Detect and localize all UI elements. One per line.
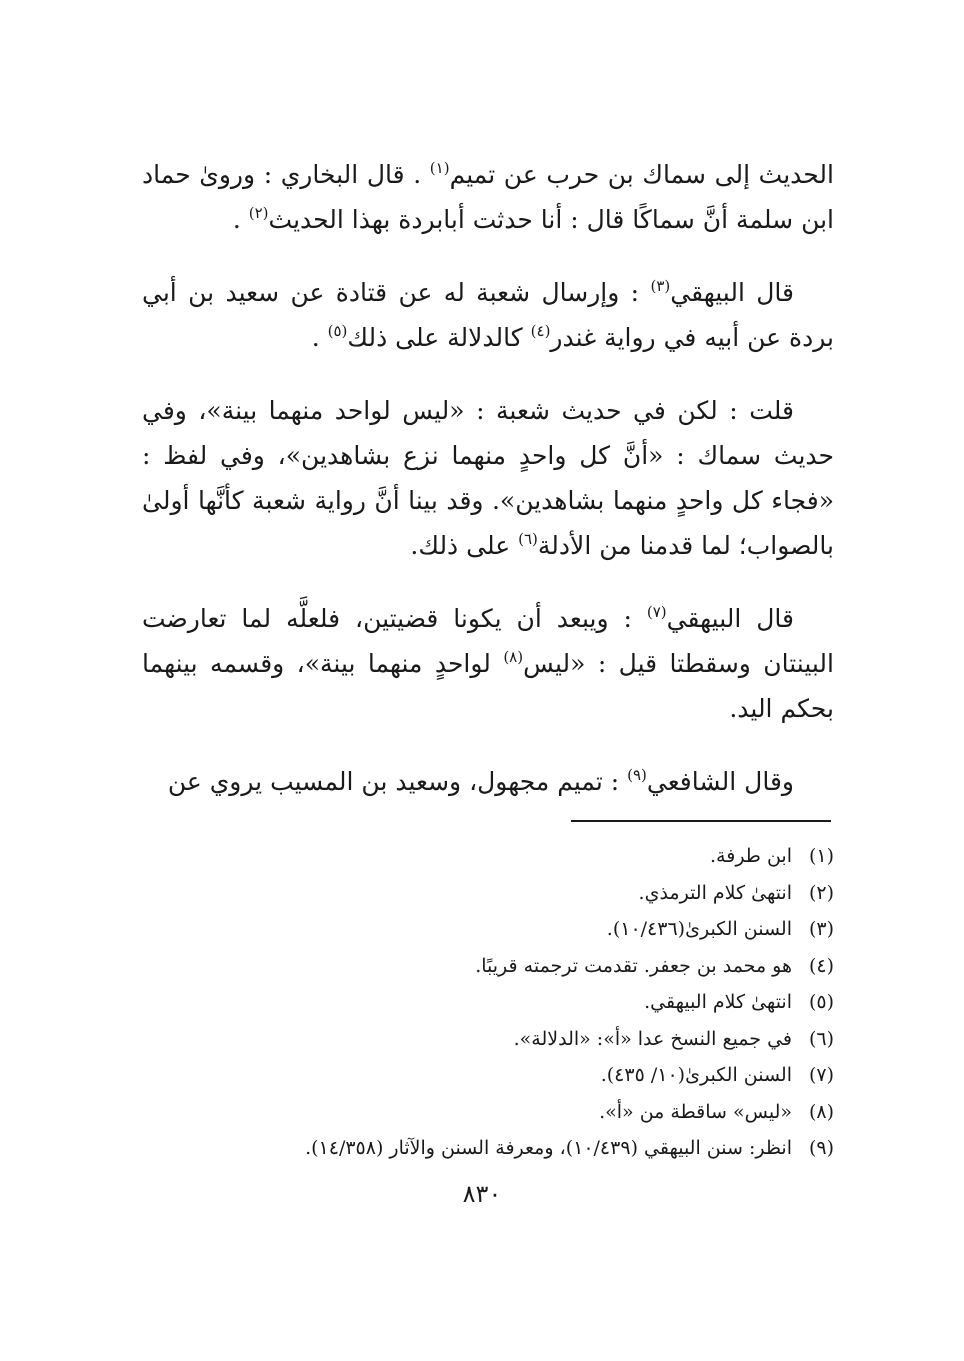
footnote-number: (٦)	[808, 1027, 834, 1050]
paragraph-1	[142, 152, 834, 242]
main-text	[142, 152, 834, 832]
footnote-number: (٧)	[808, 1064, 834, 1086]
footnote-1	[142, 838, 834, 875]
footnote-ref[interactable]: (٥)	[327, 322, 348, 340]
footnote-text: ابن طرفة.	[710, 845, 792, 867]
page-number: ٨٣٠	[462, 1180, 502, 1208]
footnote-8	[142, 1094, 834, 1131]
footnote-5	[142, 984, 834, 1021]
paragraph-2	[142, 270, 834, 360]
text-run: .	[311, 323, 328, 352]
footnote-4	[142, 948, 834, 985]
footnote-text: في جميع النسخ عدا «أ»: «الدلالة».	[513, 1027, 792, 1050]
paragraph-4	[142, 596, 834, 731]
footnote-number: (٤)	[808, 954, 834, 977]
text-run: كالدلالة على ذلك	[347, 323, 531, 352]
footnote-number: (١)	[808, 845, 834, 867]
text-run: لواحدٍ منهما بينة»، وقسمه بينهما بحكم اليد.	[142, 649, 834, 723]
text-run: قال البيهقي	[670, 278, 794, 307]
footnote-7	[142, 1057, 834, 1094]
footnote-separator	[571, 820, 831, 822]
footnote-number: (٨)	[808, 1100, 834, 1123]
text-run: .	[232, 205, 249, 234]
footnote-6	[142, 1021, 834, 1058]
text-run: على ذلك.	[410, 531, 519, 560]
text-run: : تميم مجهول، وسعيد بن المسيب يروي عن	[167, 767, 628, 796]
footnote-2	[142, 875, 834, 912]
text-run: قال البيهقي	[666, 604, 794, 633]
footnote-ref[interactable]: (٤)	[530, 322, 551, 340]
paragraph-5	[142, 759, 834, 804]
footnote-text: السنن الكبرىٰ(١٠/ ٤٣٥).	[600, 1064, 792, 1086]
footnote-text: «ليس» ساقطة من «أ».	[599, 1100, 792, 1123]
footnote-ref[interactable]: (٩)	[627, 766, 647, 784]
text-run: قلت : لكن في حديث شعبة : «ليس لواحد منهما بينة»، وفي حديث سماك : «أنَّ كل واحدٍ منهما نزع بشاهدين»، وفي لفظ : «فجاء كل واحدٍ منهما بشاهدين». وقد بينا أنَّ رواية شعبة كأنَّها أولىٰ بالصواب؛ لما قدمنا من الأدلة	[142, 396, 834, 560]
footnote-number: (٩)	[808, 1137, 834, 1159]
footnote-text: انتهىٰ كلام الترمذي.	[638, 881, 792, 904]
footnote-number: (٣)	[808, 918, 834, 940]
footnote-3	[142, 911, 834, 948]
footnote-9	[142, 1130, 834, 1167]
text-run: . قال البخاري : وروىٰ حماد ابن سلمة أنَّ سماكًا قال : أنا حدثت أبابردة بهذا الحديث	[142, 160, 834, 234]
text-run: وقال الشافعي	[646, 767, 794, 796]
footnote-text: السنن الكبرىٰ(١٠/٤٣٦).	[606, 918, 792, 940]
footnote-text: انتهىٰ كلام البيهقي.	[644, 991, 792, 1013]
footnote-text: هو محمد بن جعفر. تقدمت ترجمته قريبًا.	[475, 954, 792, 977]
text-run: الحديث إلى سماك بن حرب عن تميم	[449, 160, 834, 189]
text-run: : وإرسال شعبة له عن قتادة عن سعيد بن أبي بردة عن أبيه في رواية غندر	[142, 278, 834, 352]
text-run: : ويبعد أن يكونا قضيتين، فلعلَّه لما تعارضت البينتان وسقطتا قيل : «ليس	[142, 604, 834, 678]
footnote-number: (٢)	[808, 881, 834, 904]
footnote-number: (٥)	[808, 991, 834, 1013]
footnote-ref[interactable]: (٦)	[518, 530, 538, 548]
footnote-ref[interactable]: (٢)	[248, 204, 269, 222]
footnotes-list	[142, 838, 834, 1167]
footnote-ref[interactable]: (٣)	[650, 277, 671, 295]
footnote-ref[interactable]: (٨)	[503, 648, 524, 666]
footnote-text: انظر: سنن البيهقي (١٠/٤٣٩)، ومعرفة السنن والآثار (١٤/٣٥٨).	[305, 1137, 792, 1159]
paragraph-3	[142, 388, 834, 568]
footnote-ref[interactable]: (٧)	[646, 603, 667, 621]
footnote-ref[interactable]: (١)	[429, 159, 450, 177]
